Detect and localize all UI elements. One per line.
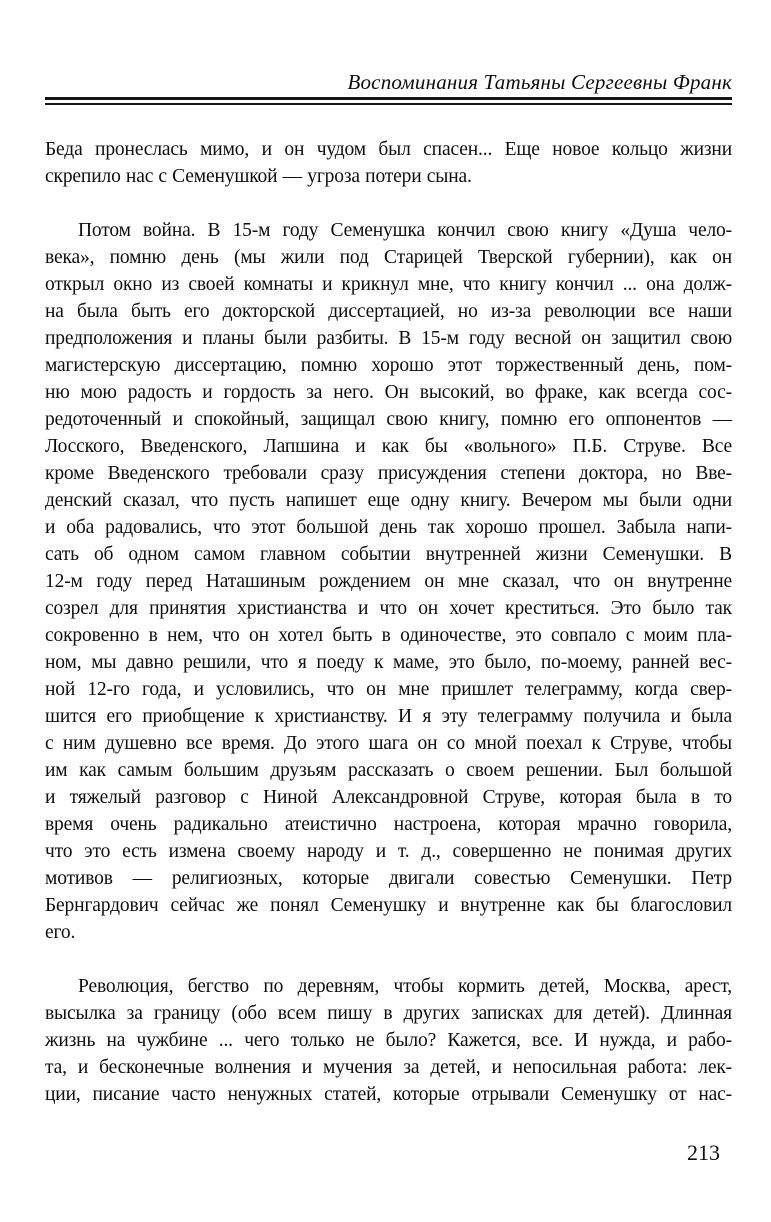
page-content: [45, 0, 732, 1108]
text-line: та, и бесконечные волнения и мучения за детей, и непосильная работа: лек-: [45, 1057, 732, 1078]
text-line: кроме Введенского требовали сразу присуждения степени доктора, но Вве-: [45, 463, 732, 484]
paragraph: [45, 973, 732, 1108]
text-line: высылка за границу (обо всем пишу в других записках для детей). Длинная: [45, 1003, 732, 1024]
paragraph: [45, 217, 732, 946]
text-line: открыл окно из своей комнаты и крикнул мне, что книгу кончил ... она долж-: [45, 274, 732, 295]
text-line: Лосского, Введенского, Лапшина и как бы «вольного» П.Б. Струве. Все: [45, 436, 732, 457]
running-header: [45, 70, 732, 94]
text-line: магистерскую диссертацию, помню хорошо этот торжественный день, пом-: [45, 355, 732, 376]
text-line: ной 12-го года, и условились, что он мне пришлет телеграмму, когда свер-: [45, 679, 732, 700]
text-line: жизнь на чужбине ... чего только не было? Кажется, все. И нужда, и рабо-: [45, 1030, 732, 1051]
text-line: и тяжелый разговор с Ниной Александровной Струве, которая была в то: [45, 787, 732, 808]
text-line: ню мою радость и гордость за него. Он высокий, во фраке, как всегда сос-: [45, 382, 732, 403]
page-number: 213: [687, 1140, 720, 1165]
text-line: Беда пронеслась мимо, и он чудом был спасен... Еще новое кольцо жизни: [45, 139, 732, 160]
text-line: денский сказал, что пусть напишет еще одну книгу. Вечером мы были одни: [45, 490, 732, 511]
text-line: время очень радикально атеистично настроена, которая мрачно говорила,: [45, 814, 732, 835]
text-line: сать об одном самом главном событии внутренней жизни Семенушки. В: [45, 544, 732, 565]
text-line: века», помню день (мы жили под Старицей Тверской губернии), как он: [45, 247, 732, 268]
text-line: что это есть измена своему народу и т. д., совершенно не понимая других: [45, 841, 732, 862]
text-line: Революция, бегство по деревням, чтобы кормить детей, Москва, арест,: [78, 976, 732, 997]
header-double-rule: [45, 97, 732, 105]
text-line: редоточенный и спокойный, защищал свою книгу, помню его оппонентов —: [45, 409, 732, 430]
body-text: [45, 136, 732, 1108]
running-header-title: Воспоминания Татьяны Сергеевны Франк: [347, 70, 732, 94]
text-line: и оба радовались, что этот большой день так хорошо прошел. Забыла напи-: [45, 517, 732, 538]
text-line: на была быть его докторской диссертацией, но из-за революции все наши: [45, 301, 732, 322]
text-line: 12-м году перед Наташиным рождением он мне сказал, что он внутренне: [45, 571, 732, 592]
text-line: сокровенно в нем, что он хотел быть в одиночестве, это совпало с моим пла-: [45, 625, 732, 646]
text-line: Бернгардович сейчас же понял Семенушку и внутренне как бы благословил: [45, 895, 732, 916]
text-line: созрел для принятия христианства и что он хочет креститься. Это было так: [45, 598, 732, 619]
paragraph: [45, 136, 732, 190]
text-line: ции, писание часто ненужных статей, которые отрывали Семенушку от нас-: [45, 1084, 732, 1105]
text-line: скрепило нас с Семенушкой — угроза потери сына.: [45, 166, 472, 187]
text-line: ном, мы давно решили, что я поеду к маме, это было, по-моему, ранней вес-: [45, 652, 732, 673]
text-line: им как самым большим друзьям рассказать о своем решении. Был большой: [45, 760, 732, 781]
text-line: Потом война. В 15-м году Семенушка кончил свою книгу «Душа чело-: [78, 220, 732, 241]
text-line: предположения и планы были разбиты. В 15-м году весной он защитил свою: [45, 328, 732, 349]
text-line: мотивов — религиозных, которые двигали совестью Семенушки. Петр: [45, 868, 732, 889]
text-line: с ним душевно все время. До этого шага он со мной поехал к Струве, чтобы: [45, 733, 732, 754]
text-line: его.: [45, 922, 76, 943]
text-line: шится его приобщение к христианству. И я эту телеграмму получила и была: [45, 706, 732, 727]
